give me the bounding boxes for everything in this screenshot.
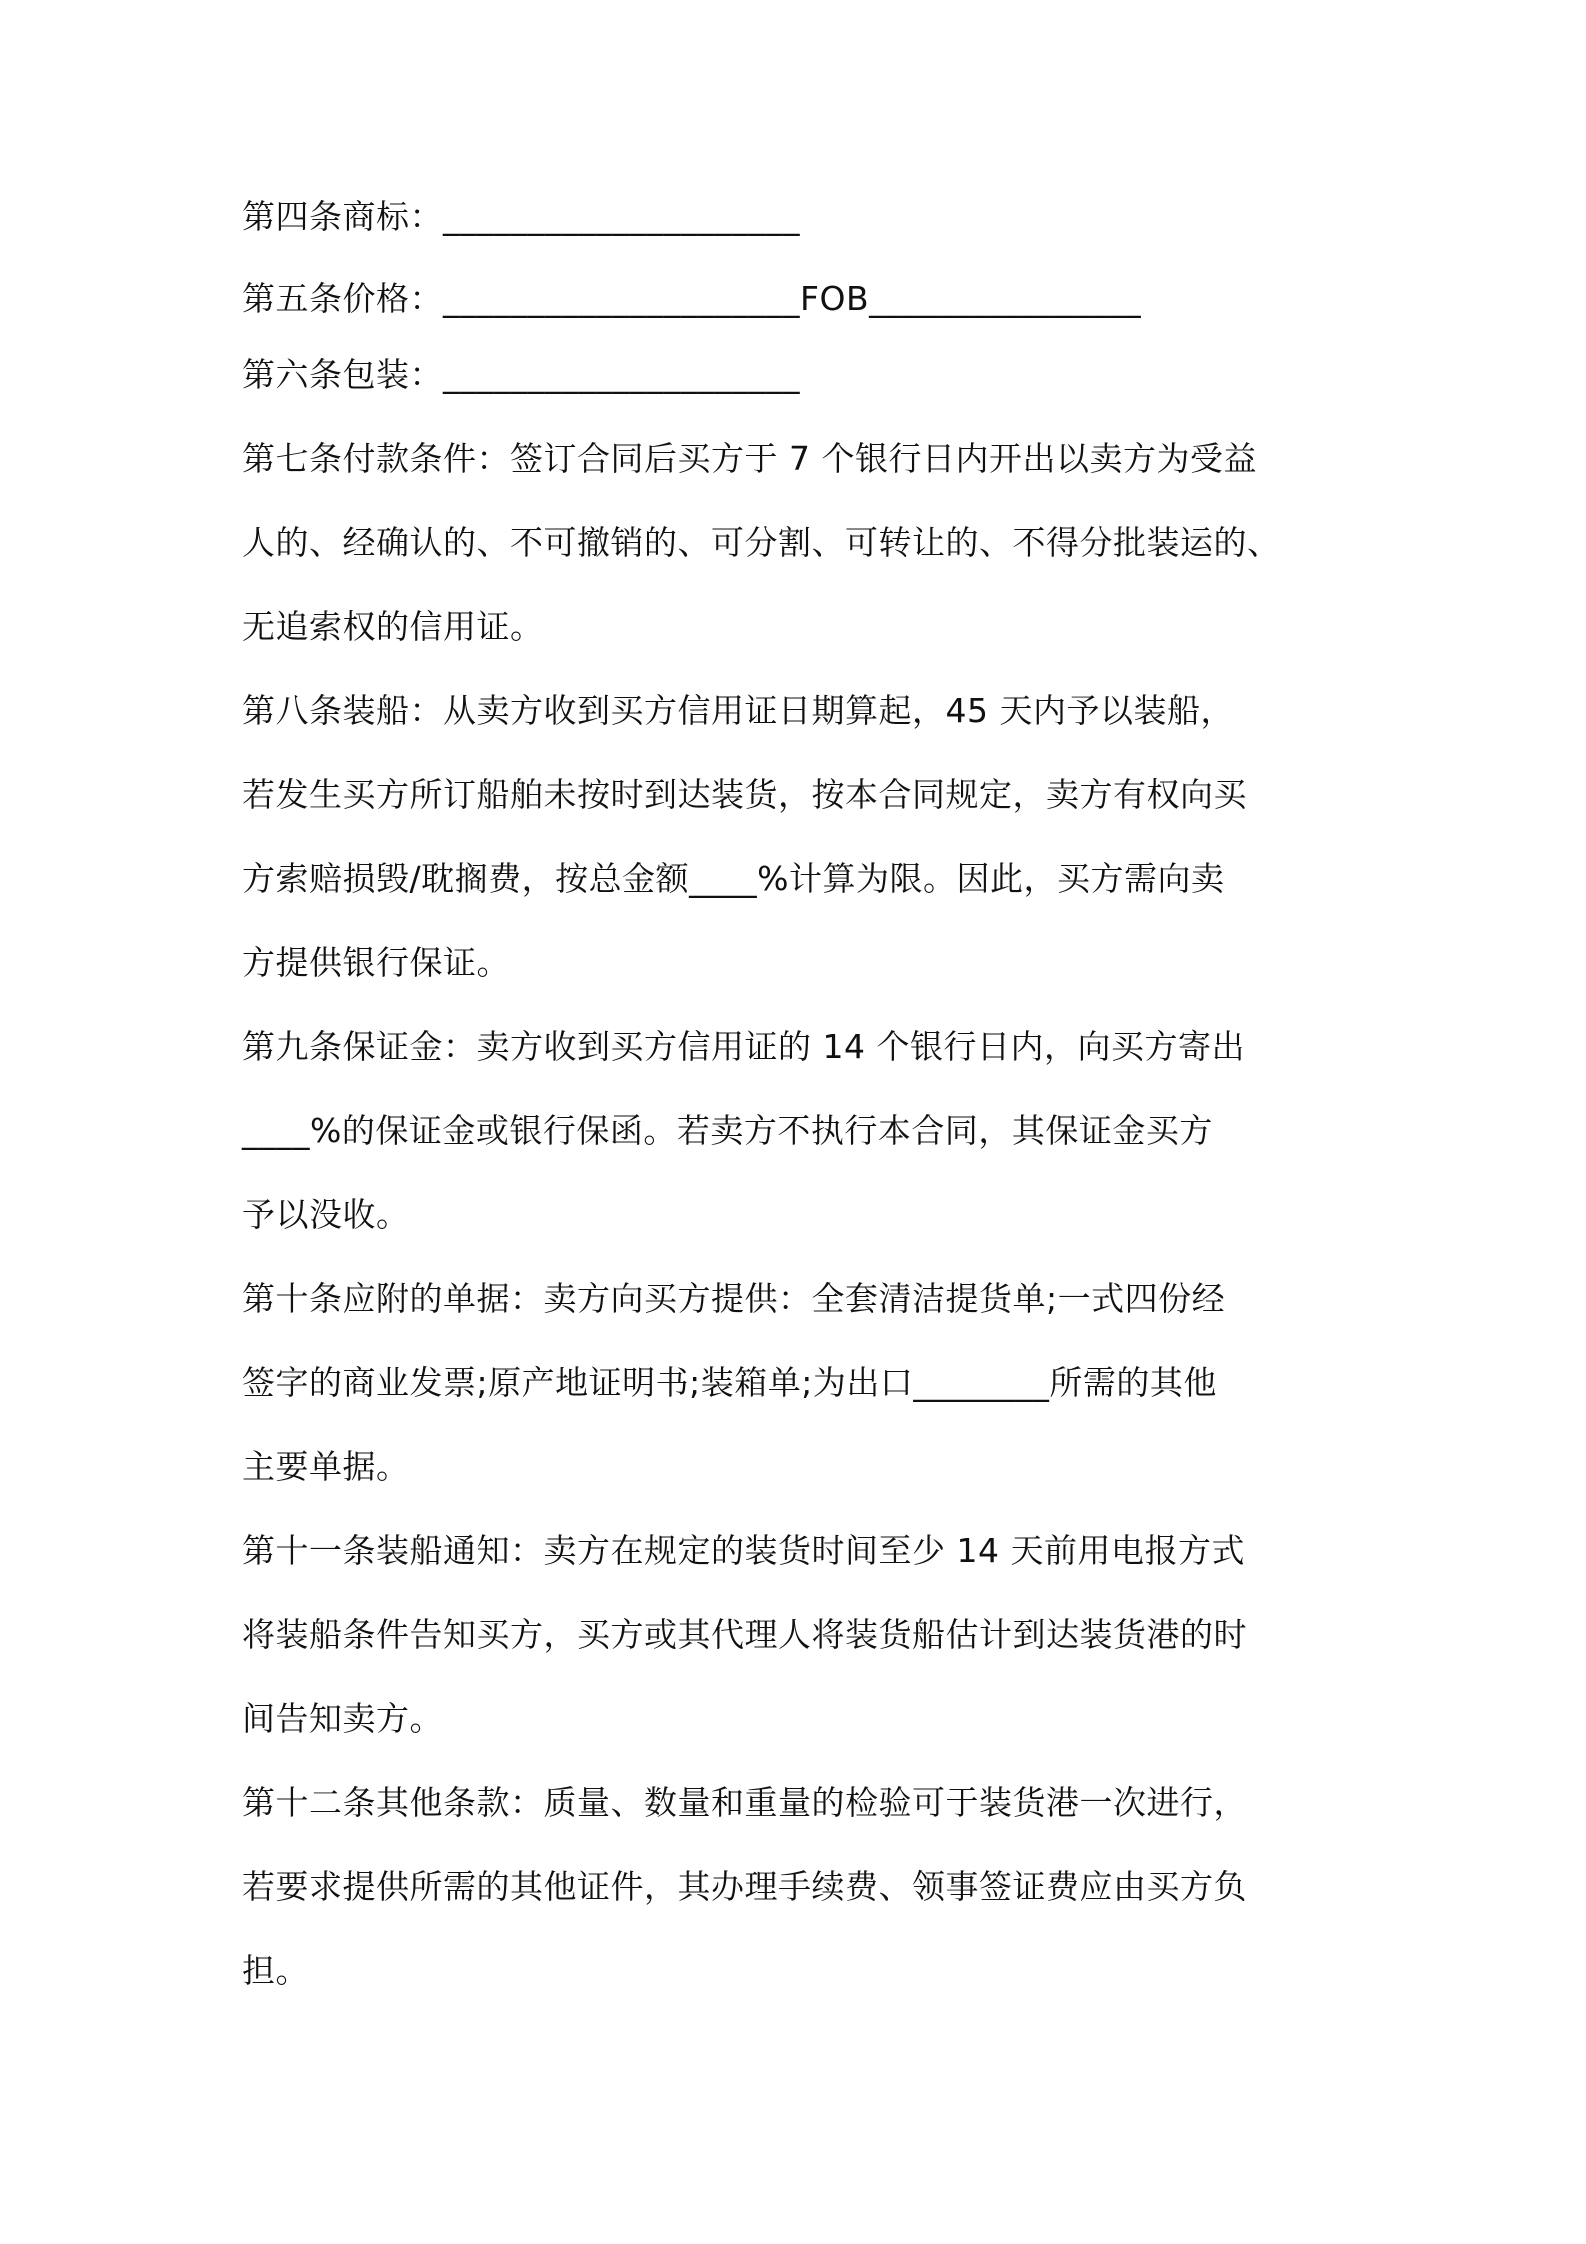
clause-9-deposit-line-1: 第九条保证金：卖方收到买方信用证的 14 个银行日内，向买方寄出 [242, 1027, 1245, 1066]
clause-12-other-terms-line-3: 担。 [242, 1951, 309, 1990]
clause-7-payment-line-1: 第七条付款条件：签订合同后买方于 7 个银行日内开出以卖方为受益 [242, 439, 1257, 478]
clause-8-shipment-line-2: 若发生买方所订船舶未按时到达装货，按本合同规定，卖方有权向买 [242, 775, 1247, 814]
clause-9-deposit-line-3: 予以没收。 [242, 1195, 410, 1234]
clause-10-documents-line-2: 签字的商业发票;原产地证明书;装箱单;为出口________所需的其他 [242, 1363, 1217, 1402]
clause-12-other-terms-line-1: 第十二条其他条款：质量、数量和重量的检验可于装货港一次进行， [242, 1783, 1247, 1822]
clause-7-payment-line-3: 无追索权的信用证。 [242, 607, 544, 646]
contract-clauses [242, 196, 1362, 1992]
clause-8-shipment-line-3: 方索赔损毁/耽搁费，按总金额____%计算为限。因此，买方需向卖 [242, 859, 1225, 898]
clause-7-payment-line-2: 人的、经确认的、不可撤销的、可分割、可转让的、不得分批装运的、 [242, 523, 1281, 562]
clause-11-shipping-notice-line-3: 间告知卖方。 [242, 1699, 443, 1738]
clause-11-shipping-notice-line-2: 将装船条件告知买方，买方或其代理人将装货船估计到达装货港的时 [242, 1615, 1247, 1654]
clause-9-deposit-line-2: ____%的保证金或银行保函。若卖方不执行本合同，其保证金买方 [242, 1111, 1213, 1150]
clause-10-documents-line-1: 第十条应附的单据：卖方向买方提供：全套清洁提货单;一式四份经 [242, 1279, 1226, 1318]
clause-10-documents-line-3: 主要单据。 [242, 1447, 410, 1486]
clause-8-shipment-line-4: 方提供银行保证。 [242, 943, 510, 982]
clause-8-shipment-line-1: 第八条装船：从卖方收到买方信用证日期算起，45 天内予以装船， [242, 691, 1234, 730]
clause-4-trademark: 第四条商标：_____________________ [242, 197, 800, 236]
clause-11-shipping-notice-line-1: 第十一条装船通知：卖方在规定的装货时间至少 14 天前用电报方式 [242, 1531, 1245, 1570]
clause-6-packing: 第六条包装：_____________________ [242, 355, 800, 394]
clause-12-other-terms-line-2: 若要求提供所需的其他证件，其办理手续费、领事签证费应由买方负 [242, 1867, 1247, 1906]
clause-5-price: 第五条价格：_____________________FOB________________ [242, 279, 1142, 318]
